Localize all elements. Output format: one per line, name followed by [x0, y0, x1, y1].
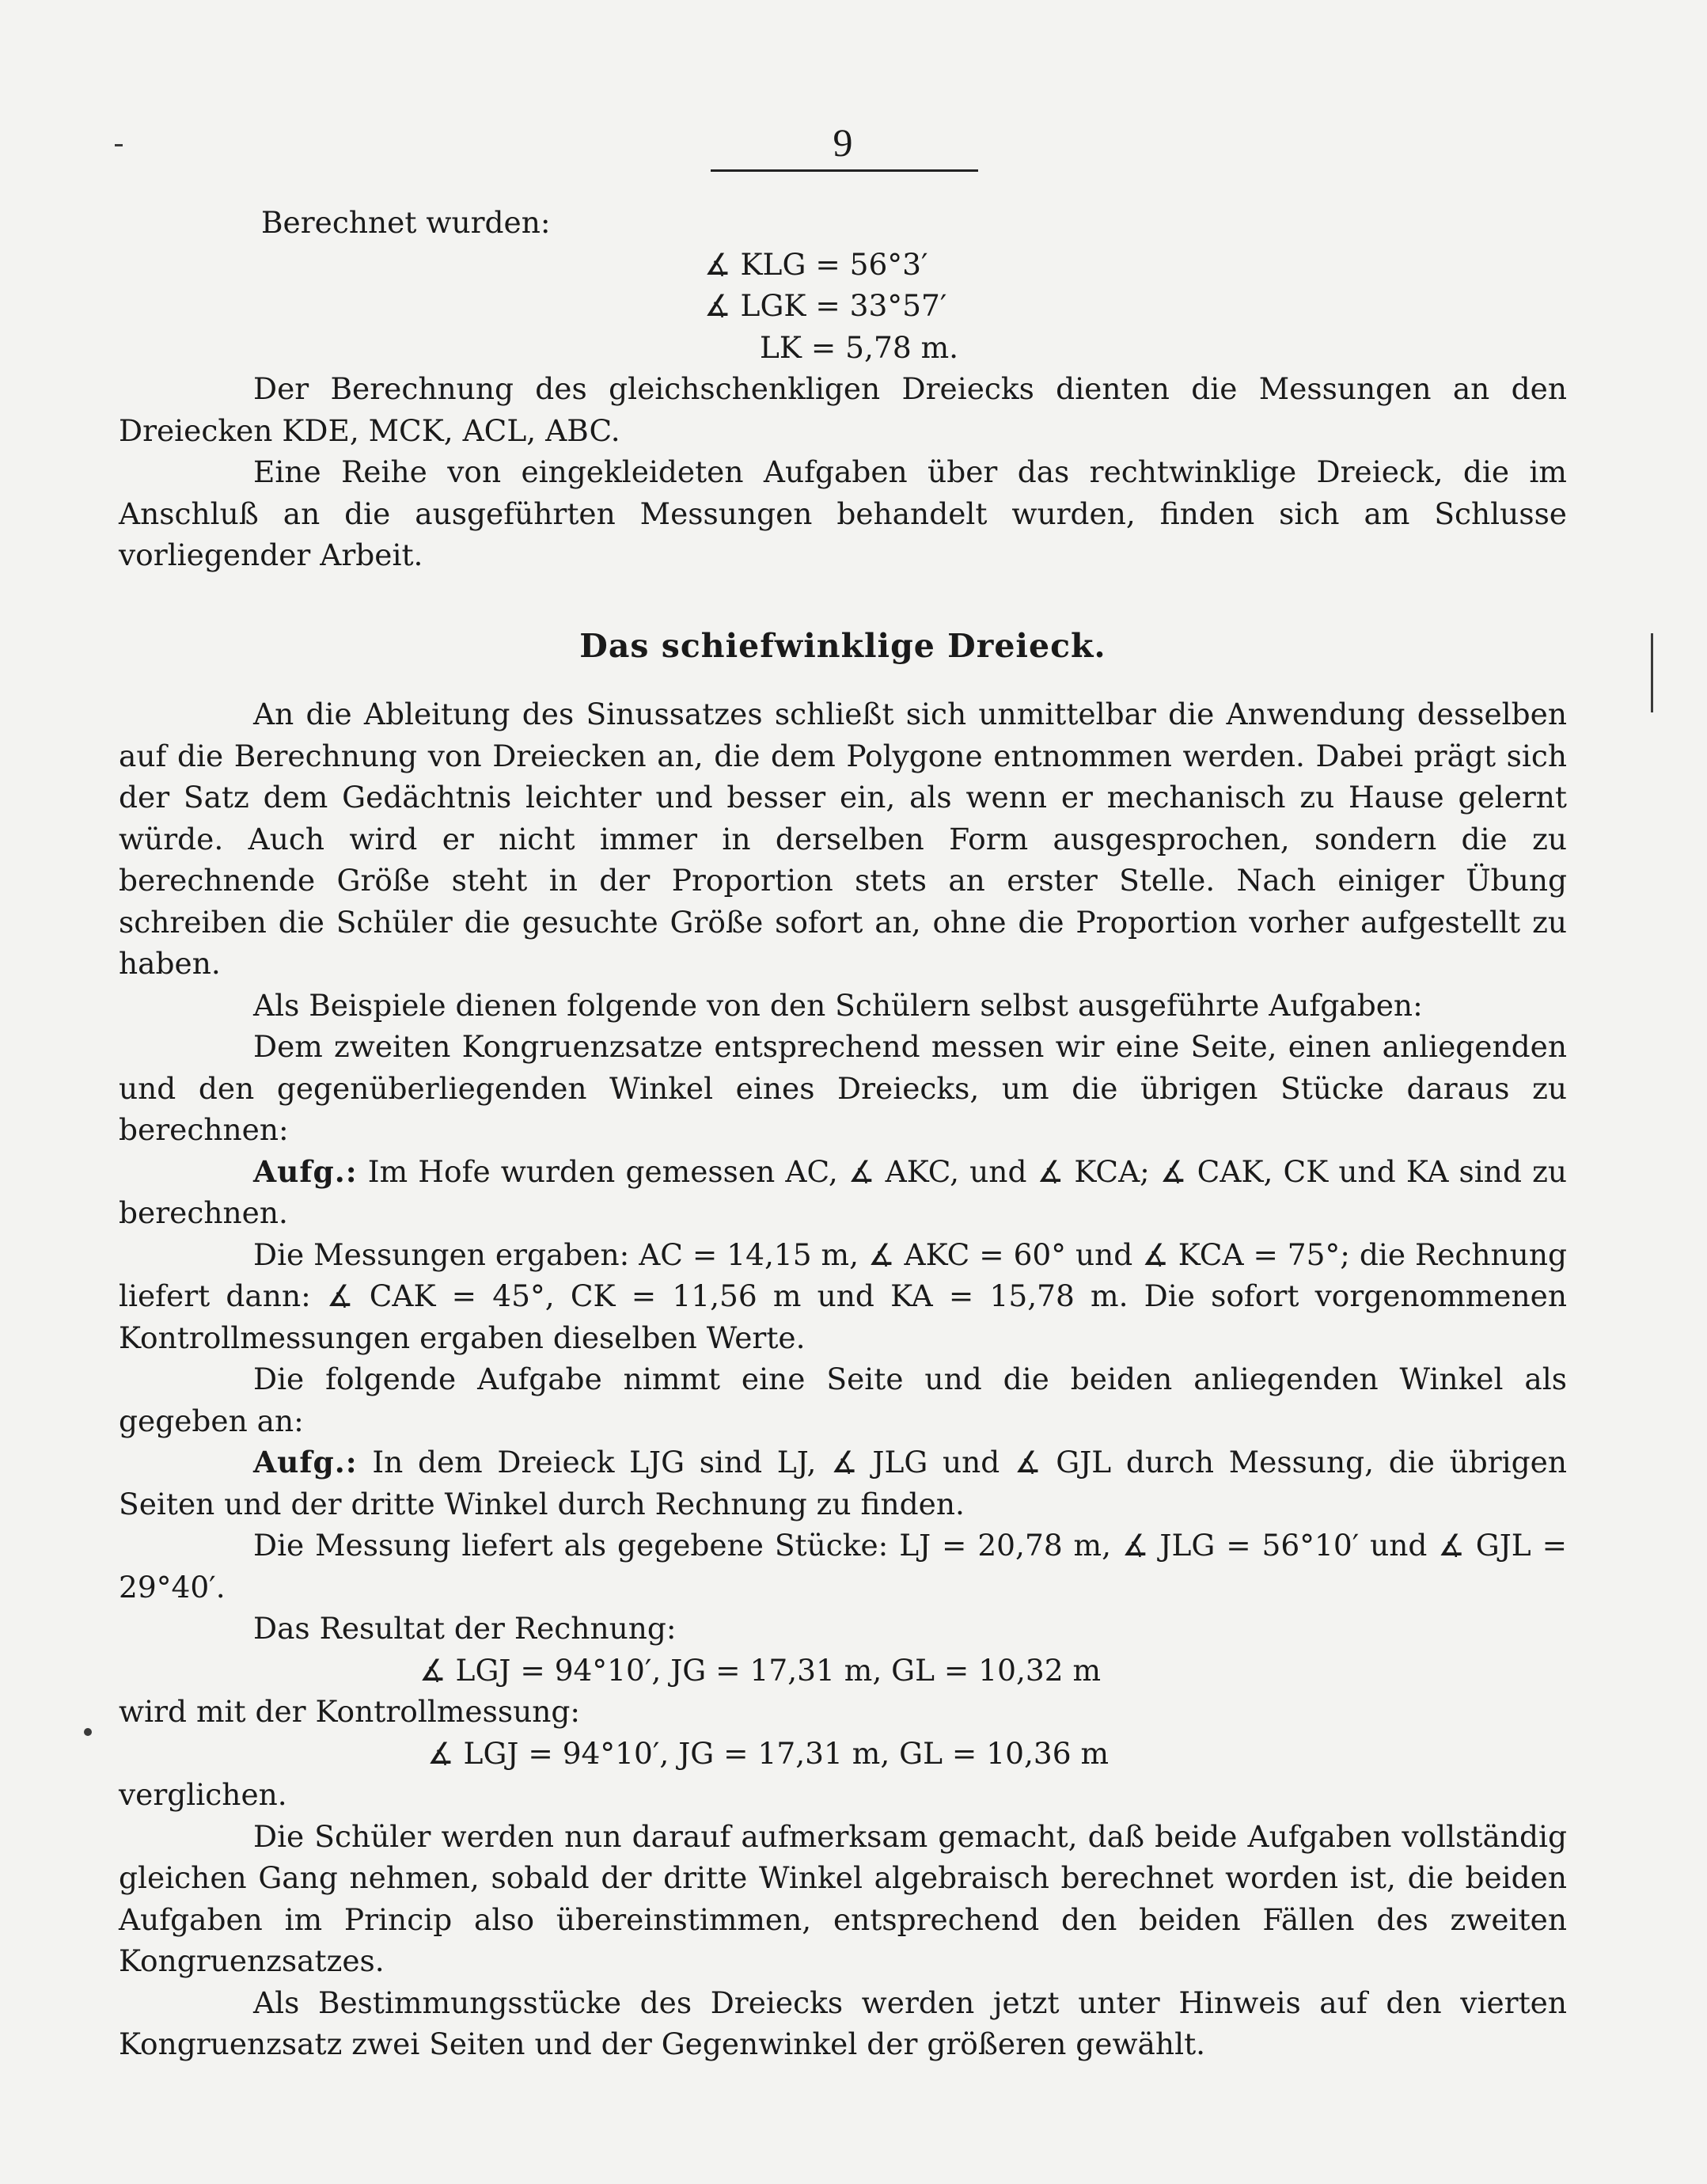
- computed-intro: Berechnet wurden:: [261, 205, 551, 240]
- task-2-compare-intro: wird mit der Kontrollmessung:: [119, 1694, 581, 1729]
- header-rule: [711, 169, 978, 172]
- task-1: [119, 1151, 1567, 1234]
- second-congruence-paragraph: Dem zweiten Kongruenzsatze entsprechend messen wir eine Seite, einen anliegenden und den gegenüberliegenden Winkel eines Dreiecks, um die übrigen Stücke daraus zu berechnen:: [119, 1029, 1567, 1147]
- margin-rule: [1651, 633, 1653, 712]
- task-2-intro: Die folgende Aufgabe nimmt eine Seite und die beiden anliegenden Winkel als gegeben an:: [119, 1362, 1567, 1438]
- task-2-control-formula: ∡ LGJ = 94°10′, JG = 17,31 m, GL = 10,36 m: [427, 1735, 1110, 1771]
- ink-dot: [84, 1728, 92, 1736]
- section-title: Das schiefwinklige Dreieck.: [579, 626, 1106, 665]
- page-number: 9: [833, 120, 853, 165]
- closing-paragraph-1: Die Schüler werden nun darauf aufmerksam gemacht, daß beide Aufgaben vollständig gleichen Gang nehmen, sobald der dritte Winkel algebraisch berechnet worden ist, die beiden Aufgaben im Princip also übereinstimmen, entsprechend den beiden Fällen des zweiten Kongruenzsatzes.: [119, 1818, 1567, 1978]
- body-text: [119, 202, 1567, 2065]
- sine-law-paragraph: An die Ableitung des Sinussatzes schließt sich unmittelbar die Anwendung desselben auf die Berechnung von Dreiecken an, die dem Polygone entnommen werden. Dabei prägt sich der Satz dem Gedächtnis leichter und besser ein, als wenn er mechanisch zu Hause gelernt würde. Auch wird er nicht immer in derselben Form ausgesprochen, sondern die zu berechnende Größe steht in der Proportion stets an erster Stelle. Nach einiger Übung schreiben die Schüler die gesuchte Größe sofort an, ohne die Proportion vorher aufgestellt zu haben.: [119, 697, 1567, 981]
- task-2-compare-outro: verglichen.: [119, 1777, 287, 1812]
- task-2-result-intro: Das Resultat der Rechnung:: [253, 1611, 677, 1646]
- computed-angle-klg: ∡ KLG = 56°3′: [704, 246, 928, 282]
- margin-tick: [115, 144, 123, 146]
- task-1-result: Die Messungen ergaben: AC = 14,15 m, ∡ AKC = 60° und ∡ KCA = 75°; die Rechnung liefert dann: ∡ CAK = 45°, CK = 11,56 m und KA = 15,78 m. Die sofort vorgenommenen Kontrollmessungen ergaben dieselben Werte.: [119, 1236, 1567, 1355]
- task-1-text: Im Hofe wurden gemessen AC, ∡ AKC, und ∡ KCA; ∡ CAK, CK und KA sind zu berechnen.: [119, 1153, 1568, 1230]
- document-page: [119, 0, 1567, 2184]
- task-1-label: Aufg.:: [253, 1153, 358, 1189]
- isosceles-paragraph: Der Berechnung des gleichschenkligen Dreiecks dienten die Messungen an den Dreiecken KDE, MCK, ACL, ABC.: [119, 371, 1567, 448]
- examples-intro: Als Beispiele dienen folgende von den Schülern selbst ausgeführte Aufgaben:: [253, 987, 1423, 1023]
- computed-side-lk: LK = 5,78 m.: [760, 329, 959, 365]
- task-2: [119, 1441, 1567, 1525]
- task-2-label: Aufg.:: [253, 1445, 358, 1479]
- word-problems-paragraph: Eine Reihe von eingekleideten Aufgaben über das rechtwinklige Dreieck, die im Anschluß an die ausgeführten Messungen behandelt wurden, finden sich am Schlusse vorliegender Arbeit.: [119, 454, 1567, 572]
- task-2-result-formula: ∡ LGJ = 94°10′, JG = 17,31 m, GL = 10,32 m: [419, 1652, 1102, 1688]
- closing-paragraph-2: Als Bestimmungsstücke des Dreiecks werden jetzt unter Hinweis auf den vierten Kongruenzsatz zwei Seiten und der Gegenwinkel der größeren gewählt.: [119, 1985, 1567, 2061]
- task-2-given: Die Messung liefert als gegebene Stücke: LJ = 20,78 m, ∡ JLG = 56°10′ und ∡ GJL = 29°40′.: [119, 1528, 1567, 1605]
- task-2-text: In dem Dreieck LJG sind LJ, ∡ JLG und ∡ GJL durch Messung, die übrigen Seiten und der dritte Winkel durch Rechnung zu finden.: [119, 1445, 1568, 1521]
- computed-angle-lgk: ∡ LGK = 33°57′: [704, 288, 947, 323]
- page-header: [119, 119, 1567, 166]
